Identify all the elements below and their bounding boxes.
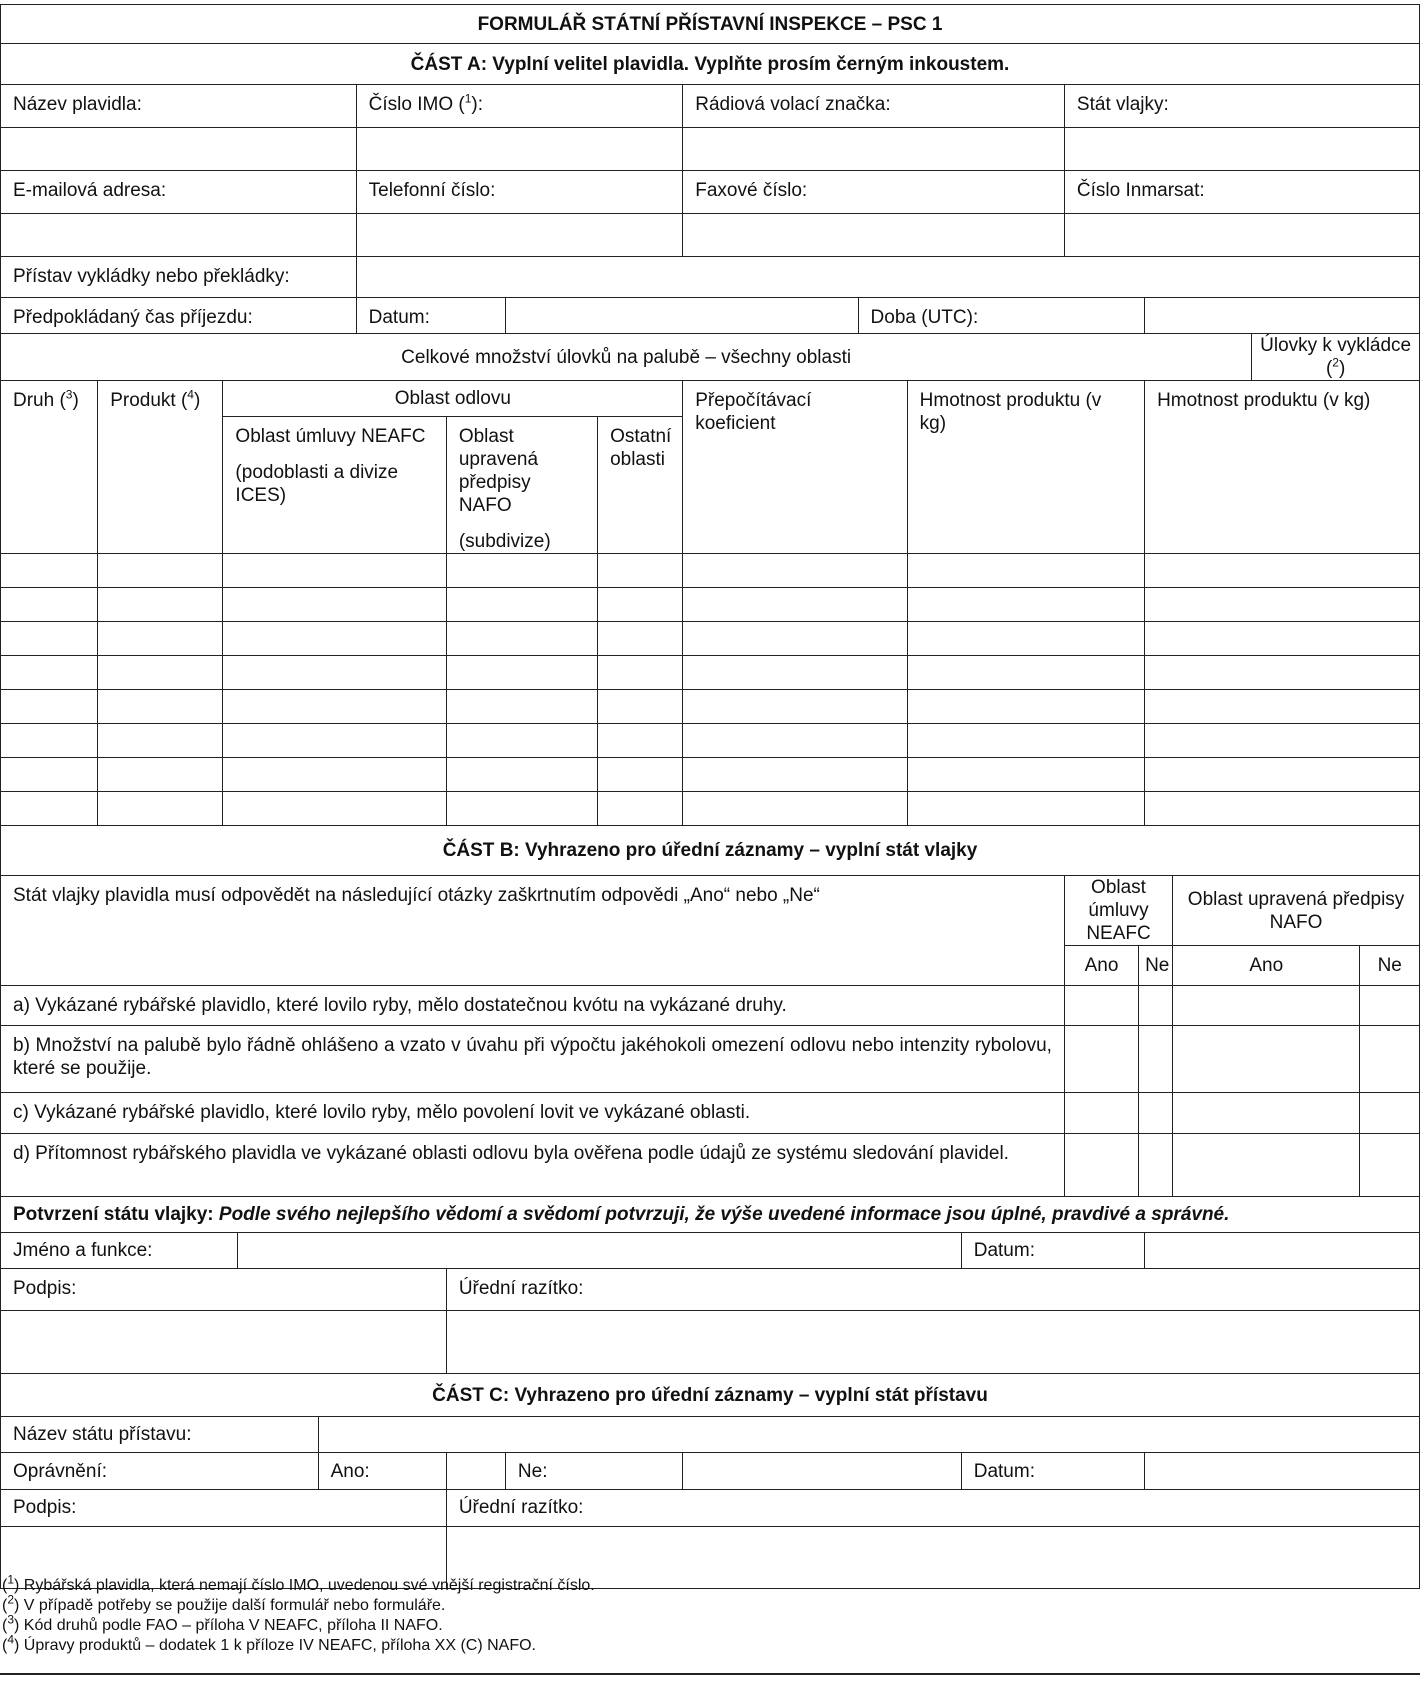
landing-weight-cell[interactable] [1145, 656, 1420, 690]
nafo-no-heading: Ne [1360, 946, 1420, 986]
neafc-answer-heading: Oblast úmluvy NEAFC [1064, 876, 1172, 946]
catch-to-land-heading: Úlovky k vykládce ($^2$) [1252, 334, 1420, 381]
species-cell[interactable] [1, 758, 98, 792]
weight-cell[interactable] [907, 758, 1144, 792]
landing-weight-cell[interactable] [1145, 758, 1420, 792]
other-cell[interactable] [598, 656, 683, 690]
eta-date-field[interactable] [505, 298, 858, 334]
eta-label: Předpokládaný čas příjezdu: [1, 298, 357, 334]
weight-cell[interactable] [907, 588, 1144, 622]
email-field[interactable] [1, 214, 357, 257]
species-cell[interactable] [1, 554, 98, 588]
catch-area-heading: Oblast odlovu [223, 381, 683, 417]
neafc-cell[interactable] [223, 724, 446, 758]
part-b-stamp-label: Úřední razítko: [447, 1269, 1419, 1311]
part-c-signature-label: Podpis: [1, 1490, 446, 1527]
catch-row [1, 554, 1420, 588]
phone-label: Telefonní číslo: [356, 171, 683, 214]
product-cell[interactable] [98, 622, 223, 656]
other-cell[interactable] [598, 622, 683, 656]
flag-state-label: Stát vlajky: [1064, 85, 1419, 128]
neafc-cell[interactable] [223, 758, 446, 792]
neafc-cell[interactable] [223, 690, 446, 724]
conversion-cell[interactable] [683, 622, 907, 656]
q-d-nafo-yes[interactable] [1173, 1134, 1360, 1197]
imo-label: Číslo IMO ($^1$): [356, 85, 683, 128]
nafo-area-heading: Oblast upravená předpisy NAFO (subdivize) [446, 417, 597, 554]
landing-weight-cell[interactable] [1145, 622, 1420, 656]
q-d-nafo-no[interactable] [1360, 1134, 1420, 1197]
nafo-yes-heading: Ano [1173, 946, 1360, 986]
authorization-label: Oprávnění: [1, 1453, 319, 1490]
species-cell[interactable] [1, 792, 98, 826]
nafo-cell[interactable] [446, 758, 597, 792]
neafc-cell[interactable] [223, 622, 446, 656]
landing-weight-cell[interactable] [1145, 792, 1420, 826]
product-weight-heading: Hmotnost produktu (v kg) [907, 381, 1144, 554]
part-c-stamp[interactable] [446, 1490, 1419, 1589]
nafo-cell[interactable] [446, 690, 597, 724]
neafc-cell[interactable] [223, 792, 446, 826]
neafc-yes-heading: Ano [1064, 946, 1138, 986]
total-catch-heading: Celkové množství úlovků na palubě – všechny oblasti [1, 334, 1252, 381]
species-cell[interactable] [1, 656, 98, 690]
inmarsat-label: Číslo Inmarsat: [1064, 171, 1419, 214]
product-cell[interactable] [98, 758, 223, 792]
other-cell[interactable] [598, 588, 683, 622]
landing-weight-cell[interactable] [1145, 690, 1420, 724]
q-b-neafc-yes[interactable] [1064, 1026, 1138, 1093]
nafo-cell[interactable] [446, 792, 597, 826]
port-label: Přístav vykládky nebo překládky: [1, 257, 357, 298]
q-a-neafc-yes[interactable] [1064, 986, 1138, 1026]
conversion-heading: Přepočítávací koeficient [683, 381, 907, 554]
name-function-label: Jméno a funkce: [1, 1233, 238, 1269]
eta-date-label: Datum: [356, 298, 505, 334]
eta-time-label: Doba (UTC): [858, 298, 1145, 334]
part-b-date-label: Datum: [961, 1233, 1144, 1269]
vessel-name-field[interactable] [1, 128, 357, 171]
nafo-cell[interactable] [446, 724, 597, 758]
product-weight-landing-heading: Hmotnost produktu (v kg) [1145, 381, 1420, 554]
port-state-field[interactable] [318, 1417, 1419, 1453]
landing-weight-cell[interactable] [1145, 588, 1420, 622]
conversion-cell[interactable] [683, 554, 907, 588]
part-b-heading: ČÁST B: Vyhrazeno pro úřední záznamy – vyplní stát vlajky [1, 826, 1420, 876]
q-c-nafo-yes[interactable] [1173, 1093, 1360, 1134]
q-a-nafo-no[interactable] [1360, 986, 1420, 1026]
question-a: a) Vykázané rybářské plavidlo, které lovilo ryby, mělo dostatečnou kvótu na vykázané druhy. [1, 986, 1065, 1026]
neafc-cell[interactable] [223, 554, 446, 588]
conversion-cell[interactable] [683, 588, 907, 622]
conversion-cell[interactable] [683, 690, 907, 724]
landing-weight-cell[interactable] [1145, 724, 1420, 758]
imo-field[interactable] [356, 128, 683, 171]
authorization-yes-field[interactable] [446, 1453, 505, 1490]
landing-weight-cell[interactable] [1145, 554, 1420, 588]
product-cell[interactable] [98, 690, 223, 724]
flag-state-confirmation: Potvrzení státu vlajky: Podle svého nejlepšího vědomí a svědomí potvrzuji, že výše uvedené informace jsou úplné, pravdivé a správné. [1, 1197, 1420, 1233]
catch-row [1, 656, 1420, 690]
other-cell[interactable] [598, 758, 683, 792]
species-cell[interactable] [1, 690, 98, 724]
neafc-cell[interactable] [223, 656, 446, 690]
neafc-area-heading: Oblast úmluvy NEAFC (podoblasti a divize ICES) [223, 417, 446, 554]
weight-cell[interactable] [907, 622, 1144, 656]
nafo-cell[interactable] [446, 622, 597, 656]
psc1-form [0, 4, 1420, 1589]
name-function-field[interactable] [238, 1233, 961, 1269]
phone-field[interactable] [356, 214, 683, 257]
footnote: ($^2$) V případě potřeby se použije další formulář nebo formuláře. [2, 1592, 446, 1614]
product-heading: Produkt ($^4$) [98, 381, 223, 554]
form-title: FORMULÁŘ STÁTNÍ PŘÍSTAVNÍ INSPEKCE – PSC 1 [1, 5, 1420, 44]
weight-cell[interactable] [907, 792, 1144, 826]
nafo-cell[interactable] [446, 588, 597, 622]
q-b-neafc-no[interactable] [1139, 1026, 1173, 1093]
eta-time-field[interactable] [1145, 298, 1420, 334]
radio-call-sign-field[interactable] [683, 128, 1065, 171]
product-cell[interactable] [98, 588, 223, 622]
conversion-cell[interactable] [683, 758, 907, 792]
weight-cell[interactable] [907, 554, 1144, 588]
product-cell[interactable] [98, 724, 223, 758]
catch-row [1, 622, 1420, 656]
part-c-heading: ČÁST C: Vyhrazeno pro úřední záznamy – vyplní stát přístavu [1, 1374, 1420, 1417]
weight-cell[interactable] [907, 724, 1144, 758]
authorization-no-field[interactable] [683, 1453, 962, 1490]
footnote: ($^3$) Kód druhů podle FAO – příloha V NEAFC, příloha II NAFO. [2, 1612, 443, 1634]
species-cell[interactable] [1, 622, 98, 656]
part-a-heading: ČÁST A: Vyplní velitel plavidla. Vyplňte prosím černým inkoustem. [1, 44, 1420, 85]
radio-call-sign-label: Rádiová volací značka: [683, 85, 1065, 128]
q-d-neafc-no[interactable] [1139, 1134, 1173, 1197]
q-a-nafo-yes[interactable] [1173, 986, 1360, 1026]
other-cell[interactable] [598, 792, 683, 826]
catch-row [1, 690, 1420, 724]
bottom-rule [0, 1673, 1420, 1675]
other-areas-heading: Ostatní oblasti [598, 417, 683, 554]
port-state-label: Název státu přístavu: [1, 1417, 319, 1453]
species-cell[interactable] [1, 724, 98, 758]
nafo-cell[interactable] [446, 656, 597, 690]
part-c-date-label: Datum: [961, 1453, 1144, 1490]
part-b-stamp[interactable] [446, 1269, 1419, 1374]
authorization-yes-label: Ano: [318, 1453, 446, 1490]
q-d-neafc-yes[interactable] [1064, 1134, 1138, 1197]
catch-row [1, 758, 1420, 792]
species-cell[interactable] [1, 588, 98, 622]
other-cell[interactable] [598, 690, 683, 724]
question-b: b) Množství na palubě bylo řádně ohlášeno a vzato v úvahu při výpočtu jakéhokoli omezení odlovu nebo intenzity rybolovu, které se použije. [1, 1026, 1065, 1093]
part-c-signature[interactable] [1, 1490, 447, 1589]
part-b-date-field[interactable] [1145, 1233, 1420, 1269]
fax-field[interactable] [683, 214, 1065, 257]
question-c: c) Vykázané rybářské plavidlo, které lovilo ryby, mělo povolení lovit ve vykázané oblasti. [1, 1093, 1065, 1134]
weight-cell[interactable] [907, 690, 1144, 724]
species-heading: Druh ($^3$) [1, 381, 98, 554]
catch-row [1, 588, 1420, 622]
product-cell[interactable] [98, 554, 223, 588]
nafo-answer-heading: Oblast upravená předpisy NAFO [1173, 876, 1420, 946]
inmarsat-field[interactable] [1064, 214, 1419, 257]
part-b-signature[interactable] [1, 1269, 447, 1374]
flag-state-field[interactable] [1064, 128, 1419, 171]
fax-label: Faxové číslo: [683, 171, 1065, 214]
q-b-nafo-no[interactable] [1360, 1026, 1420, 1093]
catch-row [1, 724, 1420, 758]
email-label: E-mailová adresa: [1, 171, 357, 214]
q-c-nafo-no[interactable] [1360, 1093, 1420, 1134]
q-b-nafo-yes[interactable] [1173, 1026, 1360, 1093]
q-c-neafc-yes[interactable] [1064, 1093, 1138, 1134]
form-table [0, 4, 1420, 1589]
footnotes [2, 1572, 1002, 1656]
question-d: d) Přítomnost rybářského plavidla ve vykázané oblasti odlovu byla ověřena podle údajů ze systému sledování plavidel. [1, 1134, 1065, 1197]
nafo-cell[interactable] [446, 554, 597, 588]
other-cell[interactable] [598, 724, 683, 758]
q-c-neafc-no[interactable] [1139, 1093, 1173, 1134]
weight-cell[interactable] [907, 656, 1144, 690]
port-field[interactable] [356, 257, 1419, 298]
conversion-cell[interactable] [683, 724, 907, 758]
authorization-no-label: Ne: [505, 1453, 682, 1490]
product-cell[interactable] [98, 792, 223, 826]
catch-row [1, 792, 1420, 826]
neafc-no-heading: Ne [1139, 946, 1173, 986]
conversion-cell[interactable] [683, 656, 907, 690]
product-cell[interactable] [98, 656, 223, 690]
part-c-date-field[interactable] [1145, 1453, 1420, 1490]
other-cell[interactable] [598, 554, 683, 588]
footnote: ($^4$) Úpravy produktů – dodatek 1 k příloze IV NEAFC, příloha XX (C) NAFO. [2, 1632, 536, 1654]
footnote: ($^1$) Rybářská plavidla, která nemají číslo IMO, uvedenou své vnější registrační číslo. [2, 1572, 595, 1594]
part-b-intro: Stát vlajky plavidla musí odpovědět na následující otázky zaškrtnutím odpovědi „Ano“ nebo „Ne“ [1, 876, 1065, 986]
neafc-cell[interactable] [223, 588, 446, 622]
vessel-name-label: Název plavidla: [1, 85, 357, 128]
conversion-cell[interactable] [683, 792, 907, 826]
q-a-neafc-no[interactable] [1139, 986, 1173, 1026]
part-b-signature-label: Podpis: [1, 1269, 446, 1311]
part-c-stamp-label: Úřední razítko: [447, 1490, 1419, 1527]
